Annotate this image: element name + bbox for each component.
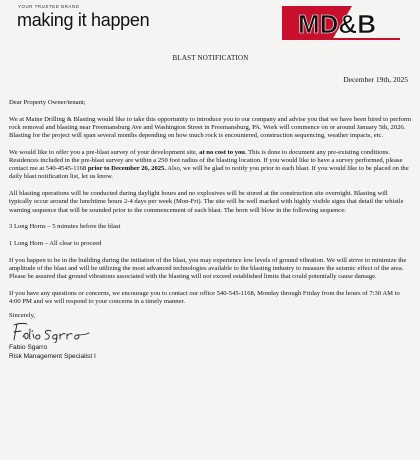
survey-paragraph <box>9 149 412 182</box>
signature-block <box>9 312 412 366</box>
survey-text-2: . This is done to document any pre-existing conditions. Residences included in the pre-blast survey are within a 250 foot radius of the blasting location. If you would like to have a survey performed, please contact me at 540-4545-1168 <box>9 148 403 173</box>
horn-sequence-2: 1 Long Horn – All clear to proceed <box>9 239 102 247</box>
letterhead <box>9 0 412 44</box>
horn-sequence-1: 3 Long Horns – 5 minutes before the blast <box>9 223 121 231</box>
brand-tagline: YOUR TRUSTED BRAND <box>18 4 80 9</box>
logo-lettering: MD&B <box>298 9 376 39</box>
handwritten-signature <box>11 321 107 343</box>
letter-date: December 19th, 2025 <box>343 75 408 84</box>
intro-paragraph: We at Maine Drilling & Blasting would like to take this opportunity to introduce you to our company and advise you that we have been hired to perform rock removal and blasting near Freemansburg Ave and Washington Street in Freemansburg, PA. Work will commence on or around January 5th, 2026. Blasting for the project will span several months depending on how much rock is encountered, construction sequencing, weather impacts, etc. <box>9 115 412 140</box>
operations-paragraph: All blasting operations will be conducted during daylight hours and no explosives will be stored at the construction site overnight. Blasting will typically occur around the lunchtime hours 2-4 days per week (Mon-Fri). The site will be well marked with highly visible signs that detail the whistle warning sequence that will be sounded prior to the commencement of each blast. The horn will blow in the following sequence: <box>9 190 404 214</box>
company-logo <box>282 6 400 40</box>
signer-name: Fabio Sgarro <box>9 344 48 352</box>
vibration-paragraph: If you happen to be in the building during the initiation of the blast, you may experience low levels of ground vibration. We will strive to minimize the amplitude of the blast and will be utilizing the most advanced technologies available to the blasting industry to measure the seismic effect of the area. Please be assured that ground vibrations associated with the blasting will not exceed established limits that could potentially cause damage. <box>9 256 407 281</box>
signer-info <box>9 344 96 361</box>
deadline-emphasis: prior to December 26, 2025. <box>87 165 166 173</box>
survey-text-3: Also, we will be glad to notify you prior to each blast. If you would like to be placed on the daily blast notification list, let us know. <box>9 165 409 181</box>
no-cost-emphasis: at no cost to you <box>199 148 245 156</box>
signer-title: Risk Management Specialist I <box>9 352 96 360</box>
letter-body <box>9 99 412 306</box>
closing: Sincerely, <box>9 312 36 320</box>
brand-slogan: making it happen <box>17 10 150 30</box>
salutation: Dear Property Owner/tenant; <box>9 99 86 106</box>
survey-text-1: We would like to offer you a pre-blast survey of your development site, <box>9 148 200 156</box>
contact-paragraph: If you have any questions or concerns, we encourage you to contact our office 540-545-1168, Monday through Friday from the hours of 7:30 AM to 4:00 PM and we will respond to your concerns in a timely manner. <box>9 289 400 305</box>
document-title: BLAST NOTIFICATION <box>172 54 249 62</box>
